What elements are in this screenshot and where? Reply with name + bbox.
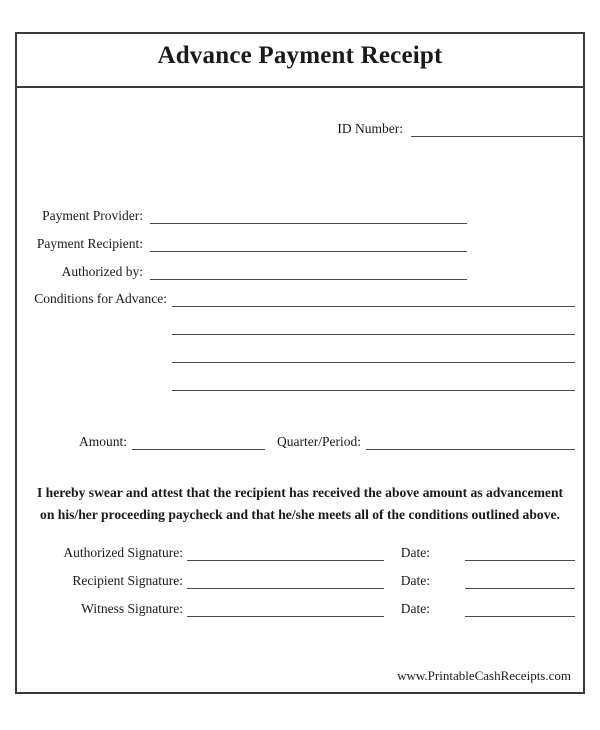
payment-recipient-input-line[interactable]	[150, 251, 467, 252]
recipient-signature-input-line[interactable]	[187, 588, 384, 589]
recipient-signature-date-input-line[interactable]	[465, 588, 575, 589]
id-number-input-line[interactable]	[411, 136, 585, 137]
attestation-line-1: I hereby swear and attest that the recipient has received the above amount as advancement on his/her	[36, 485, 564, 522]
authorized-signature-date-label: Date:	[400, 545, 430, 560]
amount-input-line[interactable]	[132, 449, 265, 450]
authorized-signature-label: Authorized Signature:	[63, 545, 183, 560]
title-bar	[17, 34, 583, 88]
quarter-period-input-line[interactable]	[366, 449, 575, 450]
conditions-input-line[interactable]	[172, 334, 575, 335]
amount-label: Amount:	[78, 434, 127, 449]
conditions-input-line[interactable]	[172, 362, 575, 363]
recipient-signature-date-label: Date:	[400, 573, 430, 588]
witness-signature-date-input-line[interactable]	[465, 616, 575, 617]
witness-signature-label: Witness Signature:	[81, 601, 183, 616]
payment-recipient-label: Payment Recipient:	[36, 236, 143, 251]
receipt-form-box	[15, 32, 585, 694]
attestation-line-2: proceeding paycheck and that he/she meets all of the conditions outlined above.	[101, 506, 560, 522]
conditions-input-line[interactable]	[172, 390, 575, 391]
witness-signature-date-label: Date:	[400, 601, 430, 616]
quarter-period-label: Quarter/Period:	[277, 434, 361, 449]
payment-provider-input-line[interactable]	[150, 223, 467, 224]
recipient-signature-label: Recipient Signature:	[72, 573, 183, 588]
payment-provider-label: Payment Provider:	[42, 208, 143, 223]
authorized-by-input-line[interactable]	[150, 279, 467, 280]
page-title: Advance Payment Receipt	[157, 42, 443, 69]
authorized-by-label: Authorized by:	[61, 264, 143, 279]
id-number-label: ID Number:	[337, 121, 403, 136]
authorized-signature-date-input-line[interactable]	[465, 560, 575, 561]
attestation-text	[31, 482, 569, 526]
footer-website: www.PrintableCashReceipts.com	[397, 668, 571, 683]
authorized-signature-input-line[interactable]	[187, 560, 384, 561]
witness-signature-input-line[interactable]	[187, 616, 384, 617]
conditions-for-advance-label: Conditions for Advance:	[34, 291, 167, 306]
conditions-input-line[interactable]	[172, 306, 575, 307]
